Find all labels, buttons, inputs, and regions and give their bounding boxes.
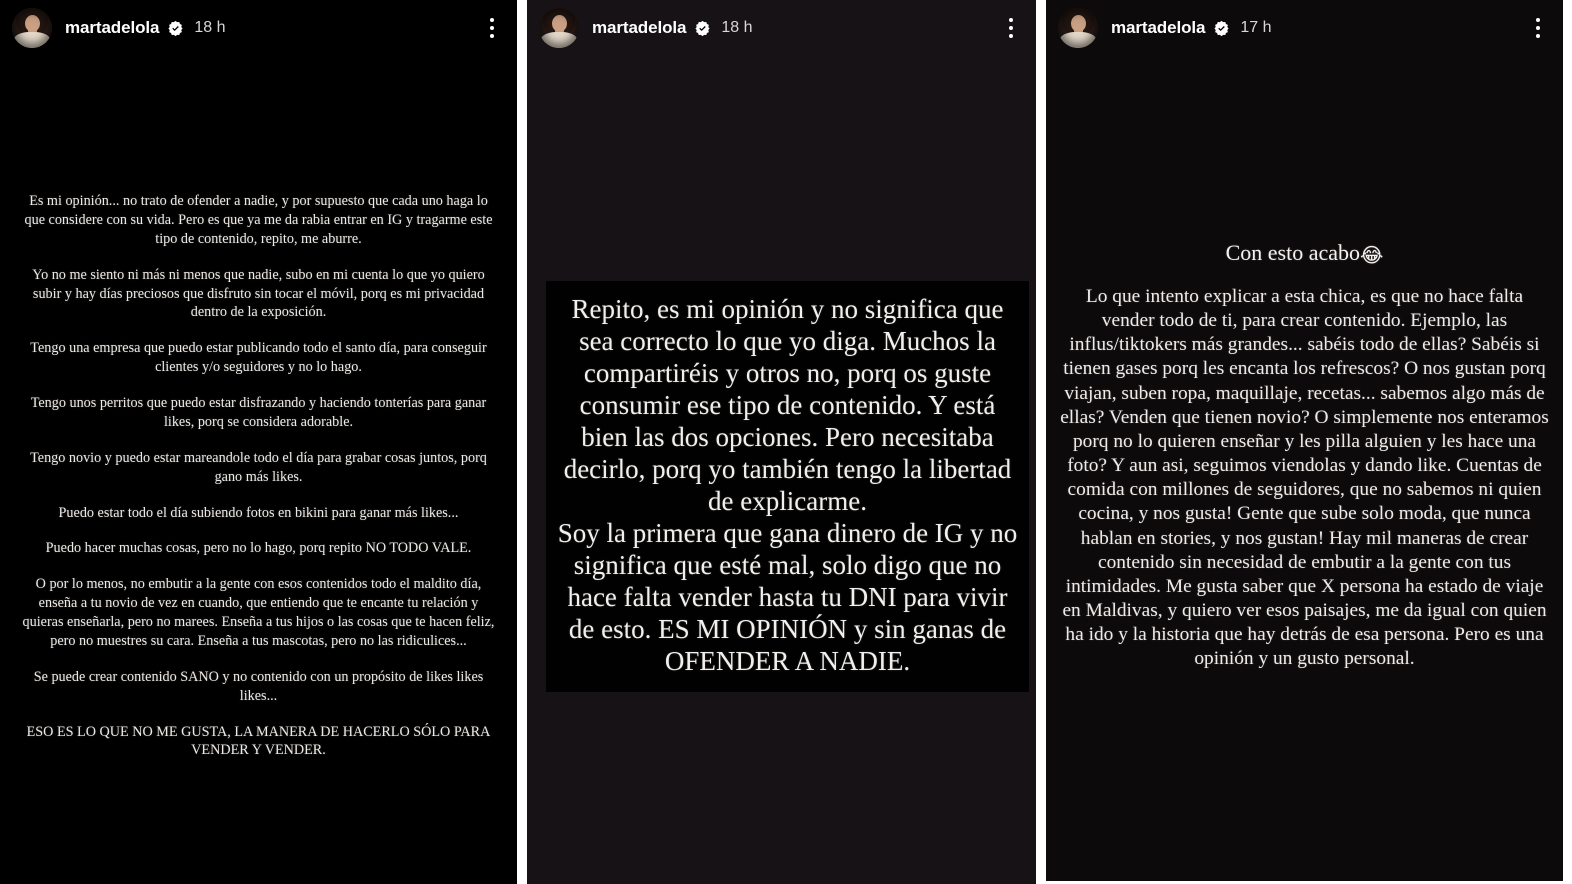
story-paragraph: Yo no me siento ni más ni menos que nadie, subo en mi cuenta lo que yo quiero subir y hay días preciosos que disfruto sin tocar el móvil, porq es mi privacidad dentro de la exposición. bbox=[32, 266, 485, 321]
story-paragraph: Se puede crear contenido SANO y no contenido con un propósito de likes likes likes... bbox=[33, 668, 484, 704]
story-paragraph: O por lo menos, no embutir a la gente con esos contenidos todo el maldito día, enseña a tu novio de vez en cuando, que entiendo que te encante tu relación y quieras enseñarla, pero no marees. Enseña a tus hijos o las cosas que te hacen feliz, pero no muestres su cara. Enseña a tus mascotas, pero no las ridiculices... bbox=[22, 576, 495, 649]
story-paragraph: Puedo hacer muchas cosas, pero no lo hago, porq repito NO TODO VALE. bbox=[45, 540, 472, 557]
avatar[interactable] bbox=[1058, 8, 1098, 48]
more-options-icon[interactable] bbox=[481, 13, 503, 43]
avatar[interactable] bbox=[539, 8, 579, 48]
story-paragraph: Es mi opinión... no trato de ofender a nadie, y por supuesto que cada uno haga lo que considere con su vida. Pero es que ya me da rabia entrar en IG y tragarme este tipo de contenido, repito, me aburre. bbox=[24, 193, 493, 247]
verified-badge-icon bbox=[1213, 20, 1230, 37]
username-label[interactable]: martadelola bbox=[1111, 18, 1206, 37]
story-panel-3[interactable] bbox=[1046, 0, 1563, 884]
story-header-1 bbox=[0, 0, 517, 56]
story-paragraph: Tengo novio y puedo estar mareandole todo el día para grabar cosas juntos, porq gano más likes. bbox=[30, 449, 487, 485]
story-paragraph: Puedo estar todo el día subiendo fotos en bikini para ganar más likes... bbox=[58, 504, 459, 521]
story-paragraph: Tengo unos perritos que puedo estar disfrazando y haciendo tonterías para ganar likes, porq se considera adorable. bbox=[30, 395, 487, 430]
story-paragraph: Repito, es mi opinión y no significa que sea correcto lo que yo diga. Muchos la compartiréis y otros no, porq os guste consumir ese tipo de contenido. Y está bien las dos opciones. Pero necesitaba decirlo, porq yo también tengo la libertad de explicarme. bbox=[563, 294, 1012, 516]
story-paragraph: ESO ES LO QUE NO ME GUSTA, LA MANERA DE HACERLO SÓLO PARA VENDER Y VENDER. bbox=[26, 723, 491, 759]
story-paragraph: Tengo una empresa que puedo estar publicando todo el santo día, para conseguir clientes y/o seguidores y no lo hago. bbox=[30, 340, 487, 376]
timestamp-label: 18 h bbox=[194, 19, 226, 36]
timestamp-label: 18 h bbox=[721, 19, 753, 36]
story-text-block-3: Lo que intento explicar a esta chica, es que no hace falta vender todo de ti, para crear contenido. Ejemplo, las influs/tiktokers más grandes... sabéis todo de ellas? Sabéis si tienen gases porq les encanta los refrescos? O nos gustan porq viajan, suben ropa, maquillaje, recetas... sabemos algo más de ellas? Venden que tienen novio? O simplemente nos enteramos porq no lo quieren enseñar y les pilla alguien y les hace una foto? Y aun asi, seguimos viendolas y dando like. Cuentas de comida con millones de seguidores, que no sabemos ni quien cocina, y nos gusta! Gente que sube solo moda, que nunca hablan en stories, y nos gustan! Hay mil maneras de crear contenido sin necesidad de embutir a la gente con tus intimidades. Me gusta saber que X persona ha estado de viaje en Maldivas, y quiero ver esos paisajes, me da igual con quien ha ido y la historia que hay detrás de esa persona. Pero es una opinión y un gusto personal. bbox=[1060, 286, 1549, 670]
story-panel-1[interactable] bbox=[0, 0, 517, 884]
panel-divider-2 bbox=[1036, 0, 1046, 884]
avatar-vignette bbox=[1058, 8, 1098, 48]
joy-emoji-icon: 😂 bbox=[1360, 243, 1384, 267]
story-title-text: Con esto acabo bbox=[1225, 240, 1361, 265]
avatar-vignette bbox=[539, 8, 579, 48]
verified-badge-icon bbox=[694, 20, 711, 37]
story-panel-2[interactable] bbox=[527, 0, 1036, 884]
timestamp-label: 17 h bbox=[1240, 19, 1272, 36]
story-text-block-2 bbox=[546, 281, 1029, 692]
story-header-3 bbox=[1046, 0, 1563, 56]
story-paragraph: Soy la primera que gana dinero de IG y no significa que esté mal, solo digo que no hace falta vender hasta tu DNI para vivir de esto. ES MI OPINIÓN y sin ganas de OFENDER A NADIE. bbox=[557, 517, 1018, 676]
story-header-2 bbox=[527, 0, 1036, 56]
story-text-block-1 bbox=[22, 192, 495, 760]
username-label[interactable]: martadelola bbox=[65, 18, 160, 37]
verified-badge-icon bbox=[167, 20, 184, 37]
username-label[interactable]: martadelola bbox=[592, 18, 687, 37]
panel-divider-1 bbox=[517, 0, 527, 884]
avatar-vignette bbox=[12, 8, 52, 48]
more-options-icon[interactable] bbox=[1527, 13, 1549, 43]
story-title-3 bbox=[1046, 240, 1563, 267]
more-options-icon[interactable] bbox=[1000, 13, 1022, 43]
avatar[interactable] bbox=[12, 8, 52, 48]
